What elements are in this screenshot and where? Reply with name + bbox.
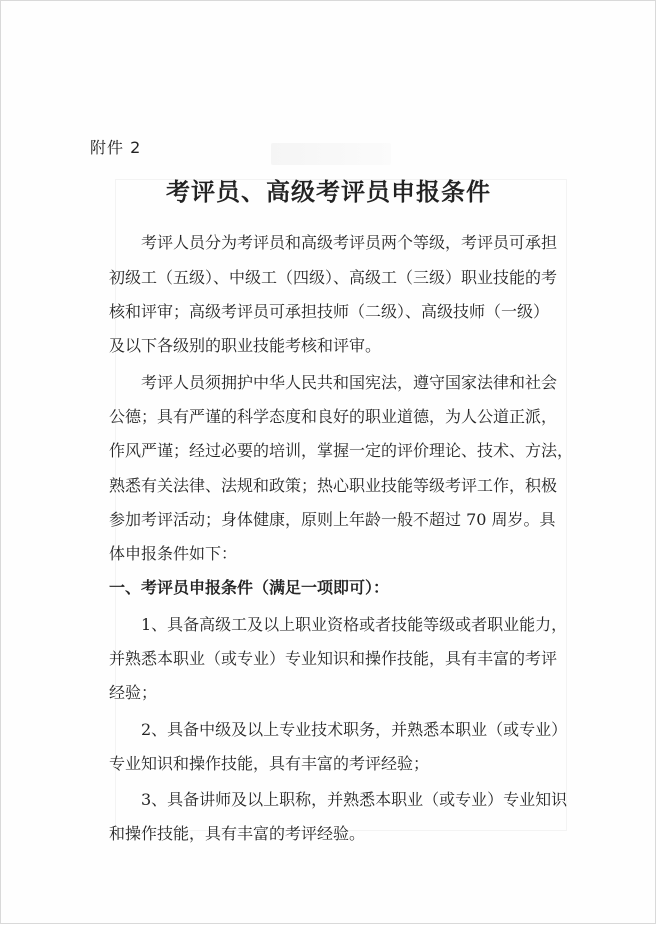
item-1-line-2: 并熟悉本职业（或专业）专业知识和操作技能，具有丰富的考评 [109, 649, 558, 668]
paragraph-1-line-2: 初级工（五级）、中级工（四级）、高级工（三级）职业技能的考 [109, 268, 558, 287]
item-1-line-3: 经验； [109, 683, 158, 702]
section-heading: 一、考评员申报条件（满足一项即可）： [109, 578, 390, 597]
item-3-line-1: 3、具备讲师及以上职称，并熟悉本职业（或专业）专业知识 [141, 790, 568, 809]
bleed-through-title [271, 143, 391, 165]
paragraph-1-line-3: 核和评审；高级考评员可承担技师（二级）、高级技师（一级） [109, 302, 550, 321]
paragraph-1-line-1: 考评人员分为考评员和高级考评员两个等级，考评员可承担 [141, 233, 558, 252]
paragraph-2-line-4: 熟悉有关法律、法规和政策；热心职业技能等级考评工作，积极 [109, 476, 558, 495]
paragraph-2-line-3: 作风严谨；经过必要的培训，掌握一定的评价理论、技术、方法， [109, 441, 574, 460]
paragraph-2-line-1: 考评人员须拥护中华人民共和国宪法，遵守国家法律和社会 [141, 373, 558, 392]
attachment-label: 附件 2 [90, 138, 142, 157]
paragraph-1-line-4: 及以下各级别的职业技能考核和评审。 [109, 336, 382, 355]
item-3-line-2: 和操作技能，具有丰富的考评经验。 [109, 824, 366, 843]
paragraph-2-line-6: 体申报条件如下： [109, 544, 238, 563]
page-title: 考评员、高级考评员申报条件 [166, 177, 491, 206]
paragraph-2-line-5: 参加考评活动；身体健康，原则上年龄一般不超过 70 周岁。具 [109, 510, 556, 529]
item-2-line-2: 专业知识和操作技能，具有丰富的考评经验； [109, 754, 430, 773]
item-1-line-1: 1、具备高级工及以上职业资格或者技能等级或者职业能力， [141, 615, 568, 634]
item-2-line-1: 2、具备中级及以上专业技术职务，并熟悉本职业（或专业） [141, 720, 568, 739]
paragraph-2-line-2: 公德；具有严谨的科学态度和良好的职业道德，为人公道正派， [109, 407, 558, 426]
